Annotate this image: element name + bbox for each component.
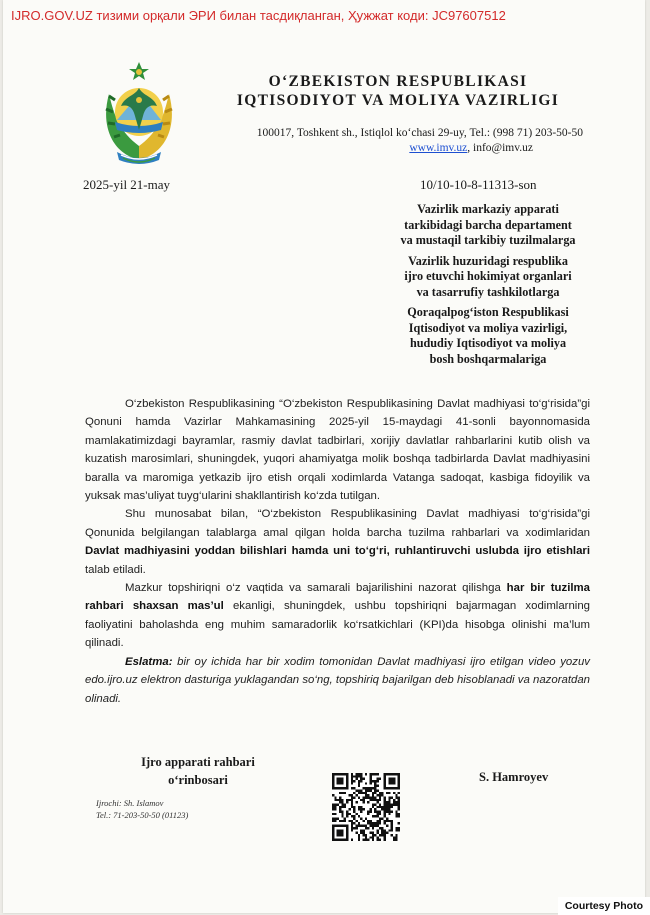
executor-name: Ijrochi: Sh. Islamov (96, 798, 164, 808)
note-label: Eslatma: (125, 655, 173, 668)
paragraph-3-text-a: Mazkur topshiriqni o‘z vaqtida va samarali bajarilishini nazorat qilishga (125, 582, 507, 595)
signatory-title-line1: Ijro apparati rahbari (141, 755, 255, 769)
eri-verification-stamp: IJRO.GOV.UZ тизими орқали ЭРИ билан тасдиқланган, Ҳужжат коди: JC97607512 (11, 8, 506, 23)
document-date: 2025-yil 21-may (83, 177, 171, 192)
recipient-line: tarkibidagi barcha departament (404, 217, 572, 232)
recipient-line: Vazirlik markaziy apparati (417, 202, 559, 216)
body-paragraph-1: O‘zbekiston Respublikasining “O‘zbekiston Respublikasining Davlat madhiyasi to‘g‘risida”gi Qonuni hamda Vazirlar Mahkamasining 2025-yil 15-maydagi 41-sonli bayonnomasida mamlakatimizdagi bayramlar, rasmiy davlat tadbirlari, xorijiy davlatlar rahbarlarini kutib olish va kuzatish marosimlari, shuningdek, yuqori ahamiyatga molik boshqa tadbirlarda Davlat madhiyasini baralla va maromiga yetkazib ijro etish orqali xodimlarda Vatanga sadoqat, kasbiga fidoyilik va yuksak mas’uliyat tuyg‘ularini shakllantirish ko‘zda tutilgan. (85, 398, 590, 503)
website-link[interactable]: www.imv.uz (409, 142, 468, 154)
recipient-line: Qoraqalpog‘iston Respublikasi (407, 305, 569, 319)
recipient-line: hududiy Iqtisodiyot va moliya (409, 336, 567, 350)
executor-info (96, 797, 188, 821)
recipient-group (333, 254, 643, 301)
recipient-group (333, 305, 643, 367)
ministry-name-line1: O‘ZBEKISTON RESPUBLIKASI (268, 73, 528, 90)
state-emblem-icon (95, 60, 183, 168)
signatory-title (98, 753, 298, 789)
executor-phone: Tel.: 71-203-50-50 (01123) (96, 810, 189, 820)
paragraph-3-emphasis: har bir tuzilma rahbari shaxsan mas’ul (85, 582, 590, 613)
recipients-block (333, 202, 643, 372)
note-text: bir oy ichida har bir xodim tomonidan Davlat madhiyasi ijro etilgan video yozuv edo.ijro.uz elektron dasturiga yuklagandan so‘ng, topshiriq bajarilgan deb hisoblanadi va nazoratdan olinadi. (85, 655, 590, 705)
email-text: info@imv.uz (473, 142, 533, 154)
recipient-line: va tasarrufiy tashkilotlarga (416, 284, 560, 299)
recipient-line: va mustaqil tarkibiy tuzilmalarga (400, 233, 576, 247)
note-paragraph (85, 653, 590, 708)
recipient-line: Vazirlik huzuridagi respublika (408, 253, 568, 268)
photo-credit: Courtesy Photo (558, 897, 650, 915)
ministry-address (203, 126, 603, 156)
recipient-line: Iqtisodiyot va moliya vazirligi, (408, 320, 568, 335)
ministry-name-line2: IQTISODIYOT VA MOLIYA VAZIRLIGI (236, 92, 560, 109)
letter-body (85, 395, 590, 708)
contact-line (203, 141, 583, 156)
paragraph-2-emphasis: Davlat madhiyasini yoddan bilishlari hamda uni to‘g‘ri, ruhlantiruvchi uslubda ijro etishlari (85, 545, 590, 558)
ministry-name (203, 72, 593, 110)
signatory-title-line2: o‘rinbosari (168, 773, 228, 787)
recipient-line: ijro etuvchi hokimiyat organlari (404, 269, 572, 283)
document-number: 10/10-10-8-11313-son (420, 177, 537, 192)
document-page (3, 0, 645, 913)
recipient-line: bosh boshqarmalariga (429, 351, 547, 366)
qr-code-icon[interactable] (332, 773, 400, 841)
recipient-group (333, 202, 643, 249)
body-paragraph-3 (85, 579, 590, 653)
paragraph-3-text-c: ekanligi, shuningdek, ushbu topshiriqni bajarmagan xodimlarning faoliyatini baholashda eng muhim samaradorlik ko‘rsatkichlari (KPI)da hisobga olinishi ma’lum qilinadi. (85, 600, 591, 650)
contact-separator: , (467, 142, 473, 154)
address-line: 100017, Toshkent sh., Istiqlol ko‘chasi 29-uy, Tel.: (998 71) 203-50-50 (256, 127, 583, 139)
body-paragraph-2 (85, 505, 590, 579)
signatory-name: S. Hamroyev (479, 770, 549, 784)
paragraph-2-text-c: talab etiladi. (85, 563, 146, 576)
paragraph-2-text-a: Shu munosabat bilan, “O‘zbekiston Respublikasining Davlat madhiyasi to‘g‘risida”gi Qonunida belgilangan talablarga amal qilgan holda barcha tuzilma rahbarlari va xodimlaridan (85, 508, 590, 539)
